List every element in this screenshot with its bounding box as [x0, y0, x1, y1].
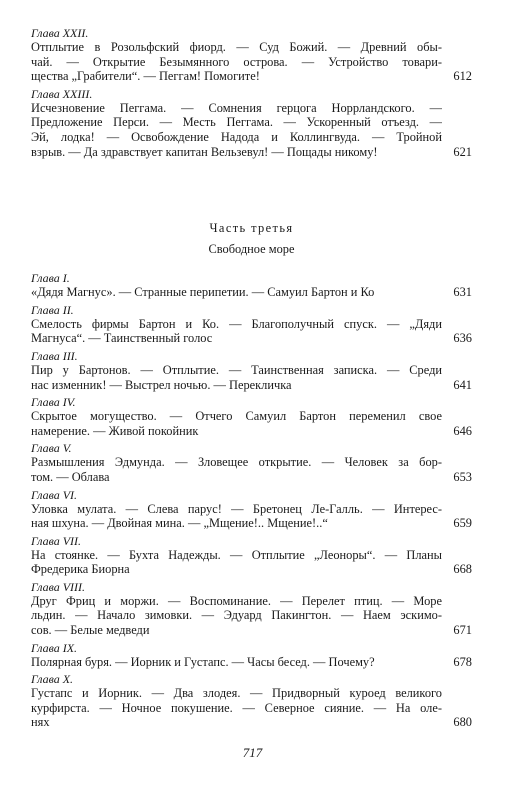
- chapter-page-number: 659: [453, 516, 472, 531]
- chapter-page-number: 636: [453, 331, 472, 346]
- chapter-summary-line: щества „Грабители“. — Пеггам! Помогите!: [31, 69, 260, 84]
- toc-entry: [31, 271, 472, 300]
- toc-entry: [31, 26, 472, 84]
- toc-list-top: [31, 26, 472, 159]
- chapter-page-number: 646: [453, 423, 472, 438]
- table-of-contents: [31, 26, 472, 733]
- toc-entry: [31, 87, 472, 159]
- page-number: 717: [242, 745, 263, 760]
- toc-entry: [31, 395, 472, 438]
- toc-list-bottom: [31, 271, 472, 730]
- chapter-page-number: 653: [453, 469, 472, 484]
- chapter-label: Глава II.: [31, 302, 74, 317]
- toc-entry: [31, 349, 472, 392]
- toc-entry: [31, 534, 472, 577]
- chapter-summary-line: ная шхуна. — Двойная мина. — „Мщение!.. Мщение!..“: [31, 516, 328, 531]
- chapter-summary-line: «Дядя Магнус». — Странные перипетии. — Самуил Бартон и Ко: [31, 285, 375, 300]
- chapter-label: Глава XXII.: [31, 26, 89, 40]
- chapter-summary-line: нас изменник! — Выстрел ночью. — Перекличка: [31, 377, 292, 392]
- chapter-summary-line: Уловка мулата. — Слева парус! — Бретонец Ле-Галль. — Интерес-: [31, 501, 442, 516]
- chapter-summary-line: Эй, лодка! — Освобождение Надода и Коллингвуда. — Тройной: [31, 129, 442, 144]
- chapter-label: Глава III.: [31, 348, 78, 363]
- chapter-summary-line: На стоянке. — Бухта Надежды. — Отплытие „Леоноры“. — Планы: [31, 547, 442, 562]
- chapter-label: Глава VII.: [31, 533, 82, 548]
- chapter-summary-line: Густапс и Иорник. — Два злодея. — Придворный куроед великого: [31, 686, 442, 701]
- chapter-page-number: 680: [453, 715, 472, 730]
- chapter-page-number: 641: [453, 377, 472, 392]
- chapter-label: Глава IV.: [31, 395, 76, 410]
- chapter-summary-line: намерение. — Живой покойник: [31, 423, 199, 438]
- toc-entry: [31, 488, 472, 531]
- chapter-summary-line: нях: [31, 715, 50, 730]
- chapter-summary-line: Отплытие в Розольфский фиорд. — Суд Божий. — Древний обы-: [31, 40, 442, 54]
- toc-entry: [31, 303, 472, 346]
- chapter-label: Глава I.: [31, 271, 70, 286]
- chapter-summary-line: сов. — Белые медведи: [31, 623, 150, 638]
- chapter-label: Глава IX.: [31, 640, 78, 655]
- chapter-label: Глава VI.: [31, 487, 78, 502]
- chapter-summary-line: курфирста. — Ночное покушение. — Северное сияние. — На оле-: [31, 700, 442, 715]
- chapter-page-number: 612: [453, 69, 472, 84]
- chapter-label: Глава V.: [31, 441, 72, 456]
- chapter-label: Глава X.: [31, 672, 74, 687]
- chapter-summary-line: Магнуса“. — Таинственный голос: [31, 331, 213, 346]
- chapter-page-number: 621: [453, 144, 472, 159]
- chapter-summary-line: том. — Облава: [31, 469, 110, 484]
- chapter-summary-line: Пир у Бартонов. — Отплытие. — Таинственная записка. — Среди: [31, 362, 442, 377]
- toc-entry: [31, 580, 472, 638]
- part-subtitle: Свободное море: [208, 242, 295, 257]
- chapter-summary-line: Полярная буря. — Иорник и Густапс. — Часы бесед. — Почему?: [31, 654, 375, 669]
- toc-entry: [31, 641, 472, 670]
- part-title: Часть третья: [209, 221, 294, 236]
- chapter-summary-line: льдин. — Начало зимовки. — Эдуард Пакингтон. — Наем эскимо-: [31, 608, 442, 623]
- chapter-page-number: 678: [453, 654, 472, 669]
- chapter-summary-line: Фредерика Биорна: [31, 562, 130, 577]
- chapter-label: Глава XXIII.: [31, 86, 93, 101]
- chapter-page-number: 631: [453, 285, 472, 300]
- chapter-summary-line: Смелость фирмы Бартон и Ко. — Благополучный спуск. — „Дяди: [31, 316, 442, 331]
- chapter-page-number: 671: [453, 623, 472, 638]
- chapter-summary-line: Друг Фриц и моржи. — Воспоминание. — Перелет птиц. — Море: [31, 593, 442, 608]
- chapter-summary-line: Предложение Перси. — Месть Пеггама. — Ускоренный отъезд. —: [31, 115, 442, 130]
- chapter-summary-line: чай. — Открытие Безымянного острова. — Устройство товари-: [31, 54, 442, 69]
- chapter-summary-line: взрыв. — Да здравствует капитан Вельзевул! — Пощады никому!: [31, 144, 378, 159]
- chapter-page-number: 668: [453, 562, 472, 577]
- chapter-summary-line: Скрытое могущество. — Отчего Самуил Бартон переменил свое: [31, 409, 442, 424]
- chapter-label: Глава VIII.: [31, 579, 86, 594]
- chapter-summary-line: Размышления Эдмунда. — Зловещее открытие. — Человек за бор-: [31, 455, 442, 470]
- chapter-summary-line: Исчезновение Пеггама. — Сомнения герцога Норрландского. —: [31, 100, 442, 115]
- toc-entry: [31, 441, 472, 484]
- toc-entry: [31, 672, 472, 730]
